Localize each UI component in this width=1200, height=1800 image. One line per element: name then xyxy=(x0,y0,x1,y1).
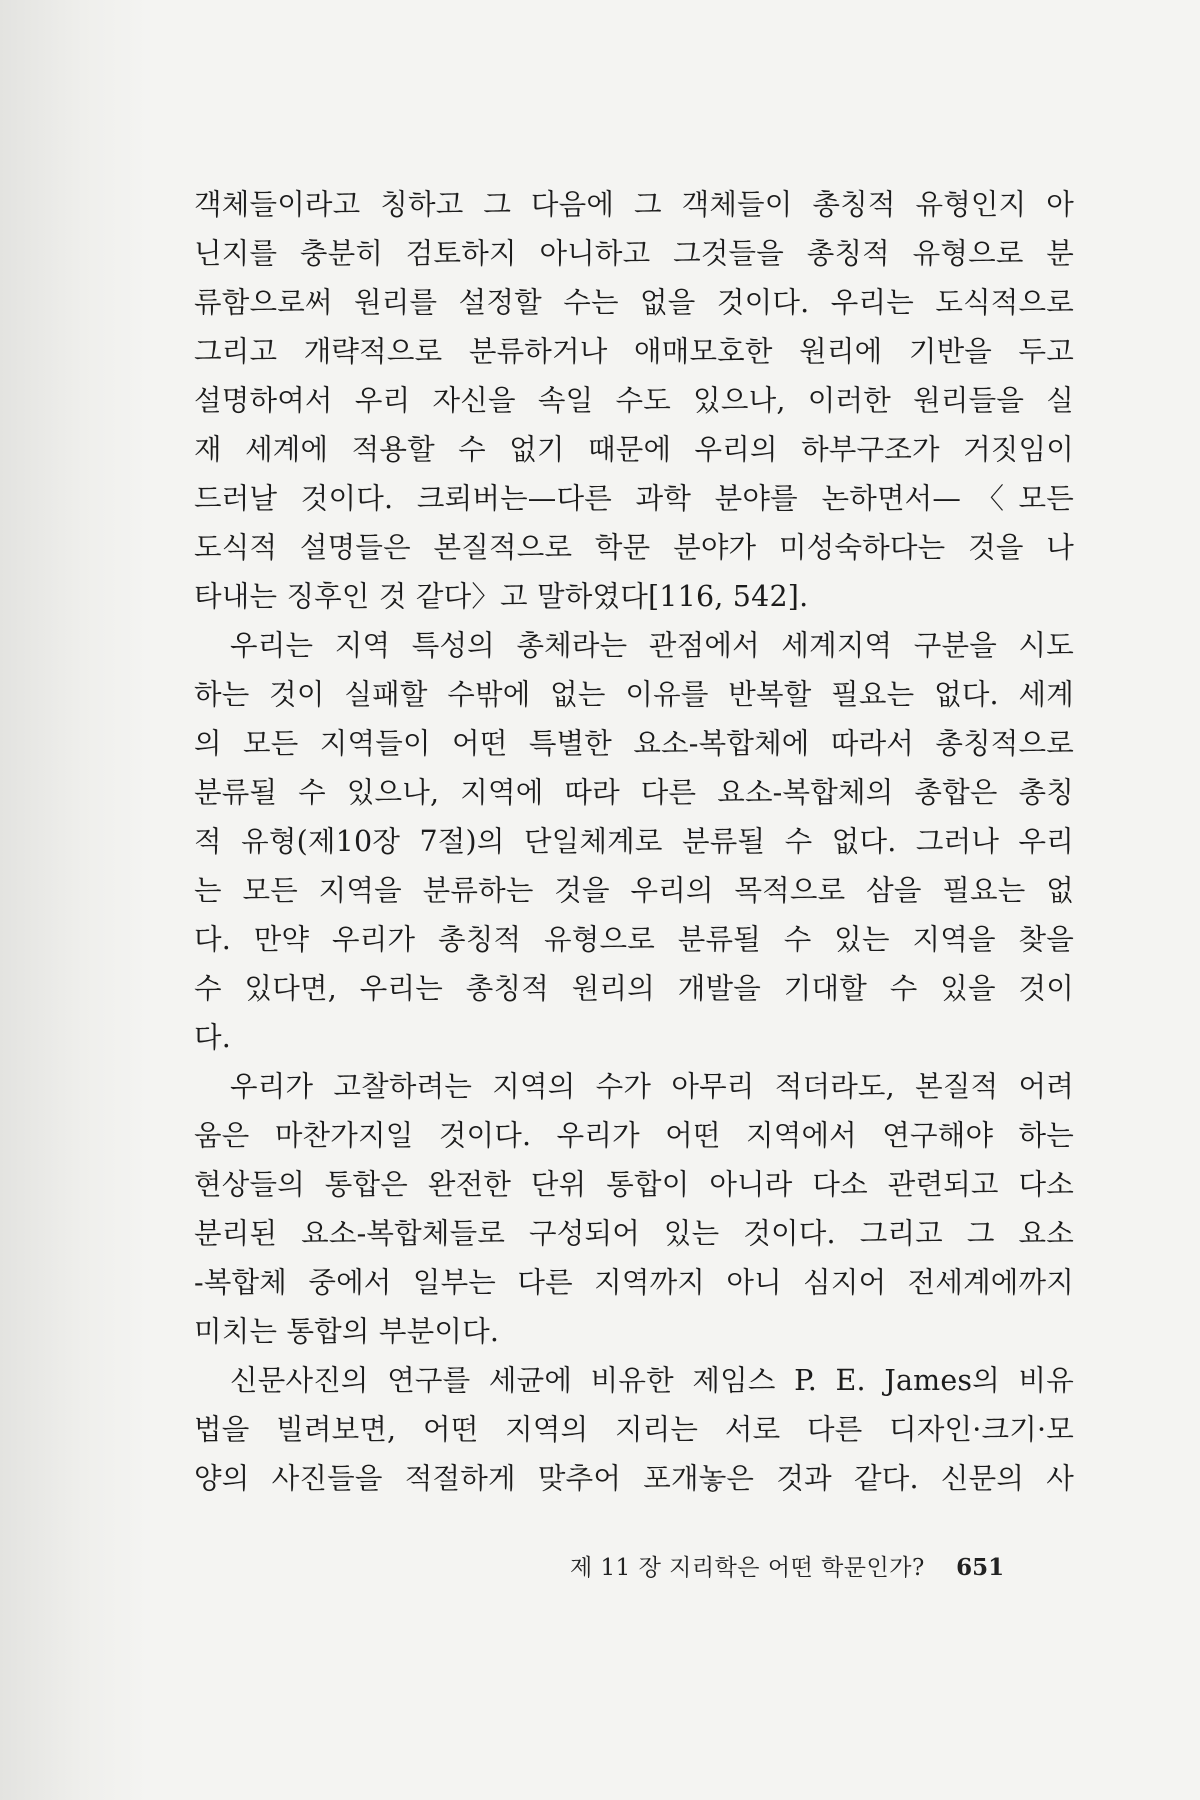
text-line: 현상들의 통합은 완전한 단위 통합이 아니라 다소 관련되고 다소 xyxy=(194,1168,1074,1201)
text-line: 양의 사진들을 적절하게 맞추어 포개놓은 것과 같다. 신문의 사 xyxy=(194,1462,1074,1495)
text-line: 움은 마찬가지일 것이다. 우리가 어떤 지역에서 연구해야 하는 xyxy=(194,1119,1074,1152)
text-line: 닌지를 충분히 검토하지 아니하고 그것들을 총칭적 유형으로 분 xyxy=(194,237,1074,270)
body-text xyxy=(194,180,1074,1503)
scan-edge-shadow xyxy=(0,0,150,1800)
text-line: 드러날 것이다. 크뢰버는—다른 과학 분야를 논하면서—〈모든 xyxy=(194,482,1074,515)
text-line: -복합체 중에서 일부는 다른 지역까지 아니 심지어 전세계에까지 xyxy=(194,1266,1074,1299)
page-footer xyxy=(570,1549,1070,1582)
text-line: 다. xyxy=(194,1021,231,1054)
text-line: 하는 것이 실패할 수밖에 없는 이유를 반복할 필요는 없다. 세계 xyxy=(194,678,1074,711)
text-line: 류함으로써 원리를 설정할 수는 없을 것이다. 우리는 도식적으로 xyxy=(194,286,1074,319)
text-line: 는 모든 지역을 분류하는 것을 우리의 목적으로 삼을 필요는 없 xyxy=(194,874,1074,907)
paragraph-start-line: 신문사진의 연구를 세균에 비유한 제임스 P. E. James의 비유 xyxy=(230,1364,1074,1397)
text-line: 수 있다면, 우리는 총칭적 원리의 개발을 기대할 수 있을 것이 xyxy=(194,972,1074,1005)
running-chapter-title: 제 11 장 지리학은 어떤 학문인가? xyxy=(570,1555,925,1581)
text-line: 분류될 수 있으나, 지역에 따라 다른 요소-복합체의 총합은 총칭 xyxy=(194,776,1074,809)
page-number: 651 xyxy=(956,1554,1005,1581)
text-line: 설명하여서 우리 자신을 속일 수도 있으나, 이러한 원리들을 실 xyxy=(194,384,1074,417)
text-line: 미치는 통합의 부분이다. xyxy=(194,1315,500,1348)
paragraph-start-line: 우리가 고찰하려는 지역의 수가 아무리 적더라도, 본질적 어려 xyxy=(230,1070,1074,1103)
text-line: 타내는 징후인 것 같다〉고 말하였다[116, 542]. xyxy=(194,580,809,613)
text-line: 법을 빌려보면, 어떤 지역의 지리는 서로 다른 디자인·크기·모 xyxy=(194,1413,1074,1446)
text-line: 그리고 개략적으로 분류하거나 애매모호한 원리에 기반을 두고 xyxy=(194,335,1074,368)
text-line: 적 유형(제10장 7절)의 단일체계로 분류될 수 없다. 그러나 우리 xyxy=(194,825,1074,858)
paragraph-start-line: 우리는 지역 특성의 총체라는 관점에서 세계지역 구분을 시도 xyxy=(230,629,1074,662)
text-line: 재 세계에 적용할 수 없기 때문에 우리의 하부구조가 거짓임이 xyxy=(194,433,1074,466)
text-line: 의 모든 지역들이 어떤 특별한 요소-복합체에 따라서 총칭적으로 xyxy=(194,727,1074,760)
text-line: 도식적 설명들은 본질적으로 학문 분야가 미성숙하다는 것을 나 xyxy=(194,531,1074,564)
text-line: 분리된 요소-복합체들로 구성되어 있는 것이다. 그리고 그 요소 xyxy=(194,1217,1074,1250)
text-line: 객체들이라고 칭하고 그 다음에 그 객체들이 총칭적 유형인지 아 xyxy=(194,188,1074,221)
text-line: 다. 만약 우리가 총칭적 유형으로 분류될 수 있는 지역을 찾을 xyxy=(194,923,1074,956)
